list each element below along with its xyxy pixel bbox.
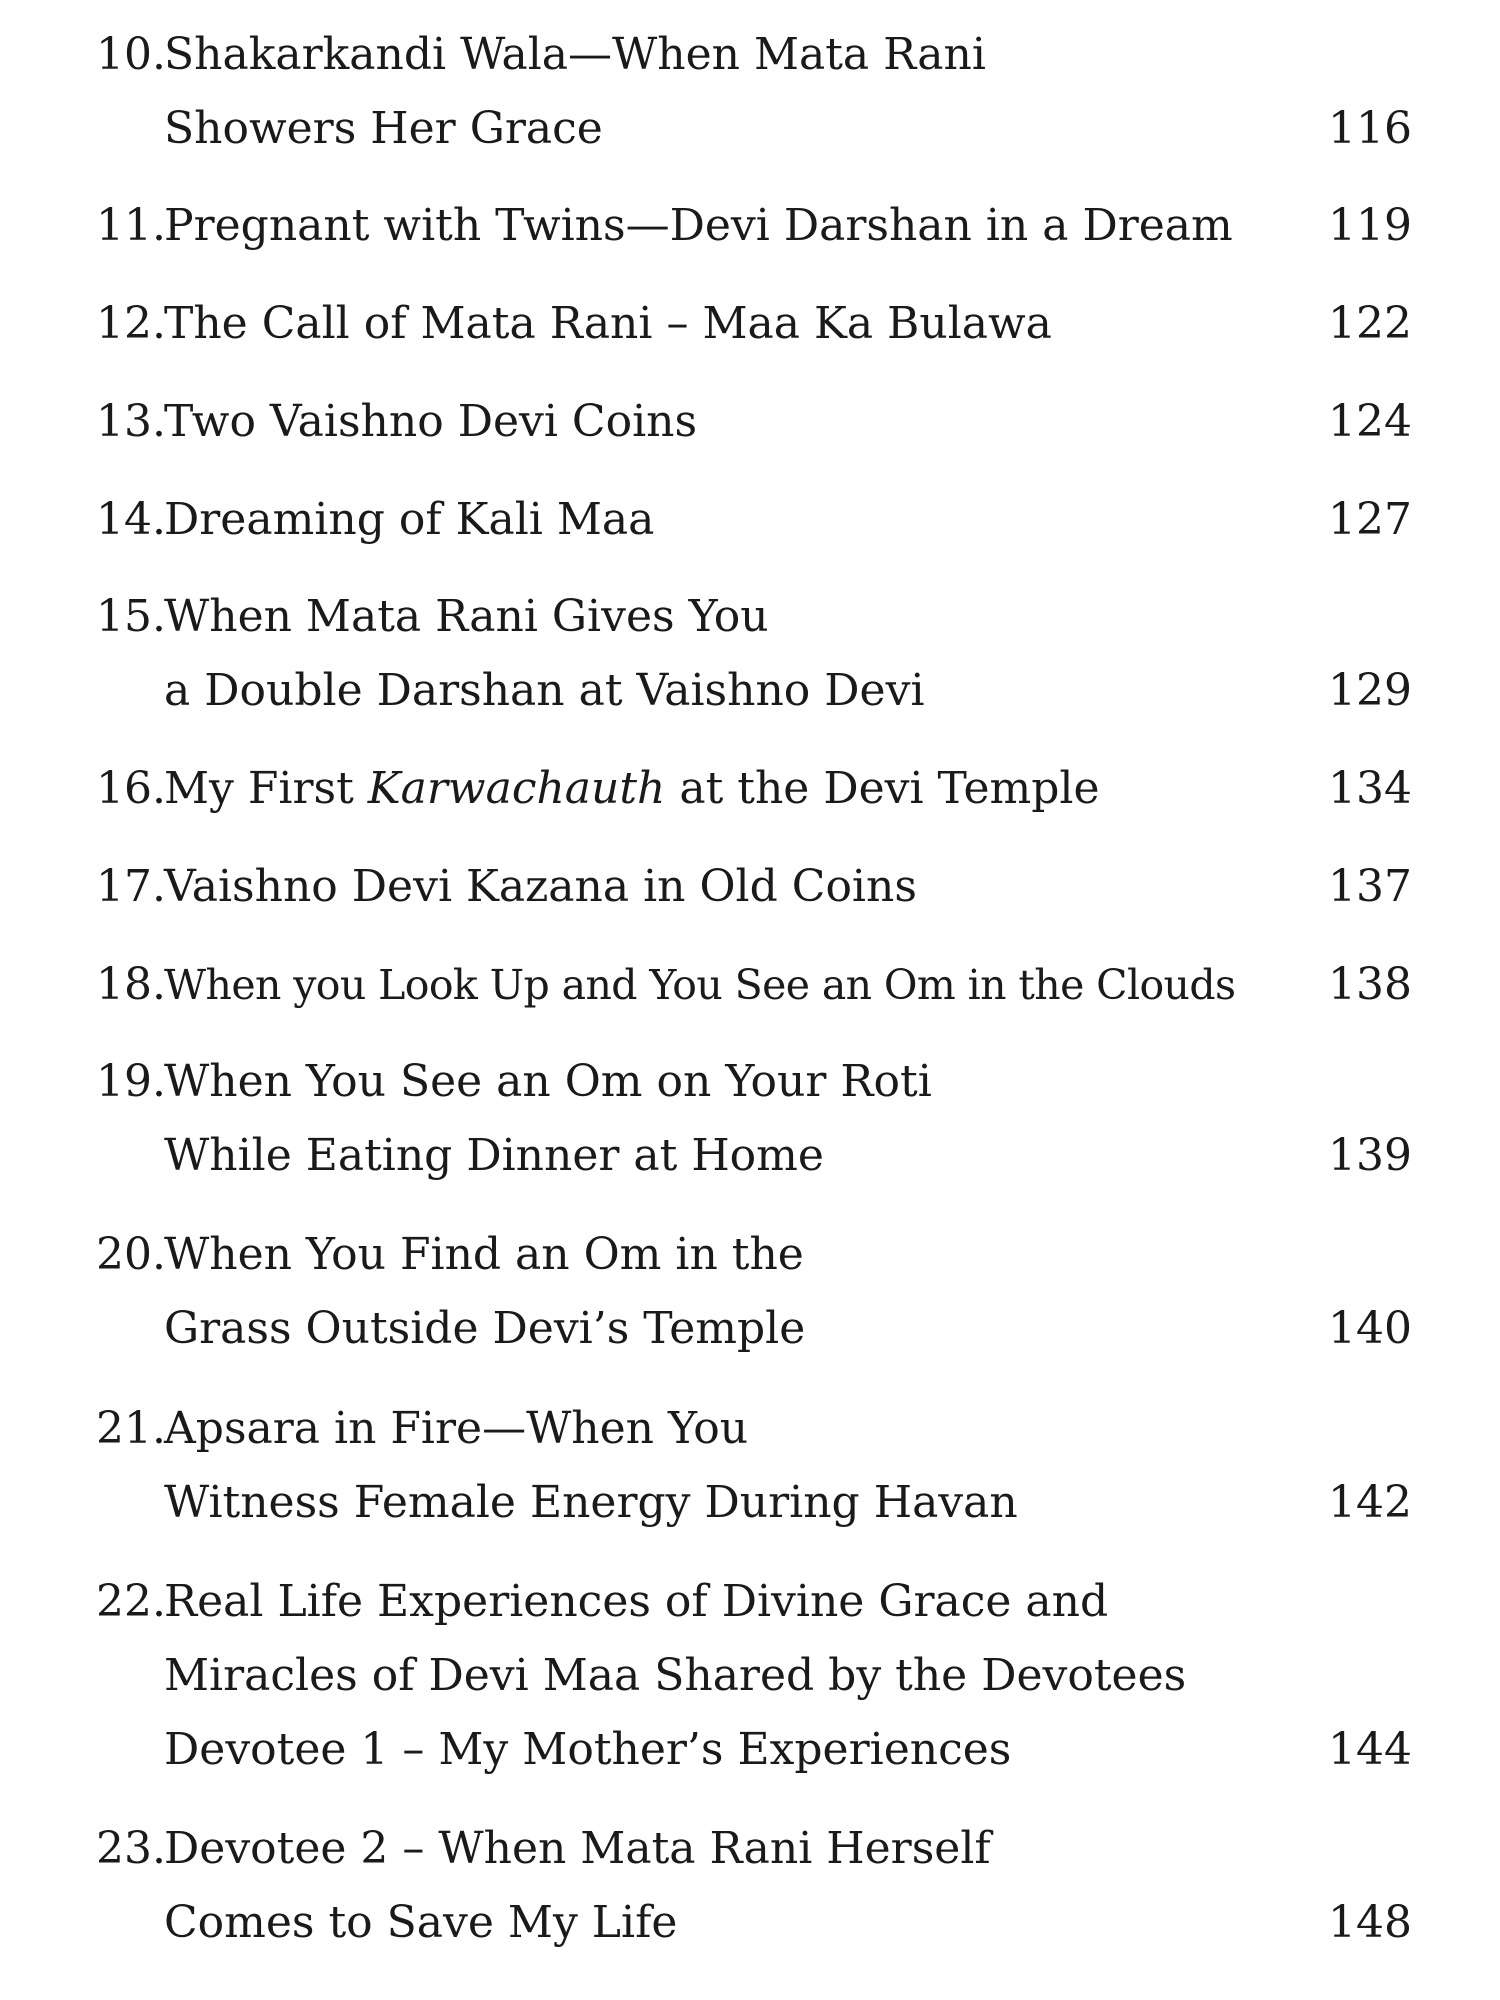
entry-title: When you Look Up and You See an Om in the Clouds — [164, 961, 1236, 1009]
entry-number: 15. — [96, 591, 166, 642]
page-number: 142 — [1328, 1477, 1412, 1528]
toc-line — [0, 1292, 1500, 1366]
entry-title: Pregnant with Twins—Devi Darshan in a Dream — [164, 200, 1233, 251]
page-number: 140 — [1328, 1303, 1412, 1354]
entry-title: Miracles of Devi Maa Shared by the Devotees — [164, 1650, 1187, 1701]
toc-line — [0, 1392, 1500, 1466]
toc-entry-19 — [0, 1045, 1500, 1193]
toc-entry-17 — [0, 850, 1500, 924]
entry-title: Apsara in Fire—When You — [164, 1403, 749, 1454]
page-number: 127 — [1328, 494, 1412, 545]
entry-number: 11. — [96, 200, 166, 251]
page-number: 119 — [1328, 200, 1412, 251]
toc-line — [0, 654, 1500, 728]
entry-number: 12. — [96, 298, 166, 349]
toc-line — [0, 1713, 1500, 1787]
entry-title: Two Vaishno Devi Coins — [164, 396, 698, 447]
toc-entry-20 — [0, 1218, 1500, 1366]
toc-entry-11 — [0, 189, 1500, 263]
toc-entry-12 — [0, 287, 1500, 361]
entry-number: 13. — [96, 396, 166, 447]
toc-line — [0, 483, 1500, 557]
page-number: 139 — [1328, 1130, 1412, 1181]
entry-title: Vaishno Devi Kazana in Old Coins — [164, 861, 917, 912]
toc-line — [0, 1045, 1500, 1119]
toc-entry-16 — [0, 752, 1500, 826]
entry-number: 18. — [96, 959, 166, 1010]
entry-title: Devotee 2 – When Mata Rani Herself — [164, 1823, 991, 1874]
entry-title: Dreaming of Kali Maa — [164, 494, 655, 545]
page-number: 122 — [1328, 298, 1412, 349]
entry-title-end: at the Devi Temple — [665, 763, 1100, 814]
entry-title: Witness Female Energy During Havan — [164, 1477, 1018, 1528]
entry-title: The Call of Mata Rani – Maa Ka Bulawa — [164, 298, 1052, 349]
entry-number: 22. — [96, 1576, 166, 1627]
toc-line — [0, 385, 1500, 459]
toc-line — [0, 287, 1500, 361]
toc-entry-21 — [0, 1392, 1500, 1540]
toc-line — [0, 1565, 1500, 1639]
toc-line — [0, 948, 1500, 1022]
entry-title: Grass Outside Devi’s Temple — [164, 1303, 806, 1354]
page-number: 137 — [1328, 861, 1412, 912]
entry-number: 19. — [96, 1056, 166, 1107]
toc-line — [0, 1812, 1500, 1886]
toc-entry-13 — [0, 385, 1500, 459]
toc-line — [0, 18, 1500, 92]
entry-title: When Mata Rani Gives You — [164, 591, 769, 642]
toc-line — [0, 1218, 1500, 1292]
toc-entry-18 — [0, 948, 1500, 1022]
entry-number: 17. — [96, 861, 166, 912]
entry-title: Shakarkandi Wala—When Mata Rani — [164, 29, 986, 80]
entry-number: 10. — [96, 29, 166, 80]
toc-entry-14 — [0, 483, 1500, 557]
toc-line — [0, 1466, 1500, 1540]
page-number: 129 — [1328, 665, 1412, 716]
toc-line — [0, 1886, 1500, 1960]
entry-number: 21. — [96, 1403, 166, 1454]
entry-title: While Eating Dinner at Home — [164, 1130, 824, 1181]
entry-title: Showers Her Grace — [164, 103, 603, 154]
entry-title: Real Life Experiences of Divine Grace and — [164, 1576, 1109, 1627]
toc-entry-22 — [0, 1565, 1500, 1787]
entry-number: 23. — [96, 1823, 166, 1874]
toc-line — [0, 580, 1500, 654]
page-number: 134 — [1328, 763, 1412, 814]
toc-line — [0, 850, 1500, 924]
entry-title: When You Find an Om in the — [164, 1229, 804, 1280]
page-number: 124 — [1328, 396, 1412, 447]
toc-line — [0, 92, 1500, 166]
entry-number: 14. — [96, 494, 166, 545]
entry-title-start: My First — [164, 763, 368, 814]
toc-line — [0, 752, 1500, 826]
page-number: 148 — [1328, 1897, 1412, 1948]
toc-entry-10 — [0, 18, 1500, 166]
entry-number: 20. — [96, 1229, 166, 1280]
entry-number: 16. — [96, 763, 166, 814]
entry-title: Devotee 1 – My Mother’s Experiences — [164, 1724, 1012, 1775]
page-number: 144 — [1328, 1724, 1412, 1775]
toc-line — [0, 189, 1500, 263]
entry-title: Comes to Save My Life — [164, 1897, 678, 1948]
entry-title: a Double Darshan at Vaishno Devi — [164, 665, 925, 716]
entry-title — [164, 752, 1100, 826]
toc-entry-23 — [0, 1812, 1500, 1960]
entry-title: When You See an Om on Your Roti — [164, 1056, 932, 1107]
page-number: 138 — [1328, 959, 1412, 1010]
toc-line — [0, 1639, 1500, 1713]
entry-title-italic: Karwachauth — [367, 763, 666, 814]
toc-line — [0, 1119, 1500, 1193]
toc-entry-15 — [0, 580, 1500, 728]
page-number: 116 — [1328, 103, 1412, 154]
